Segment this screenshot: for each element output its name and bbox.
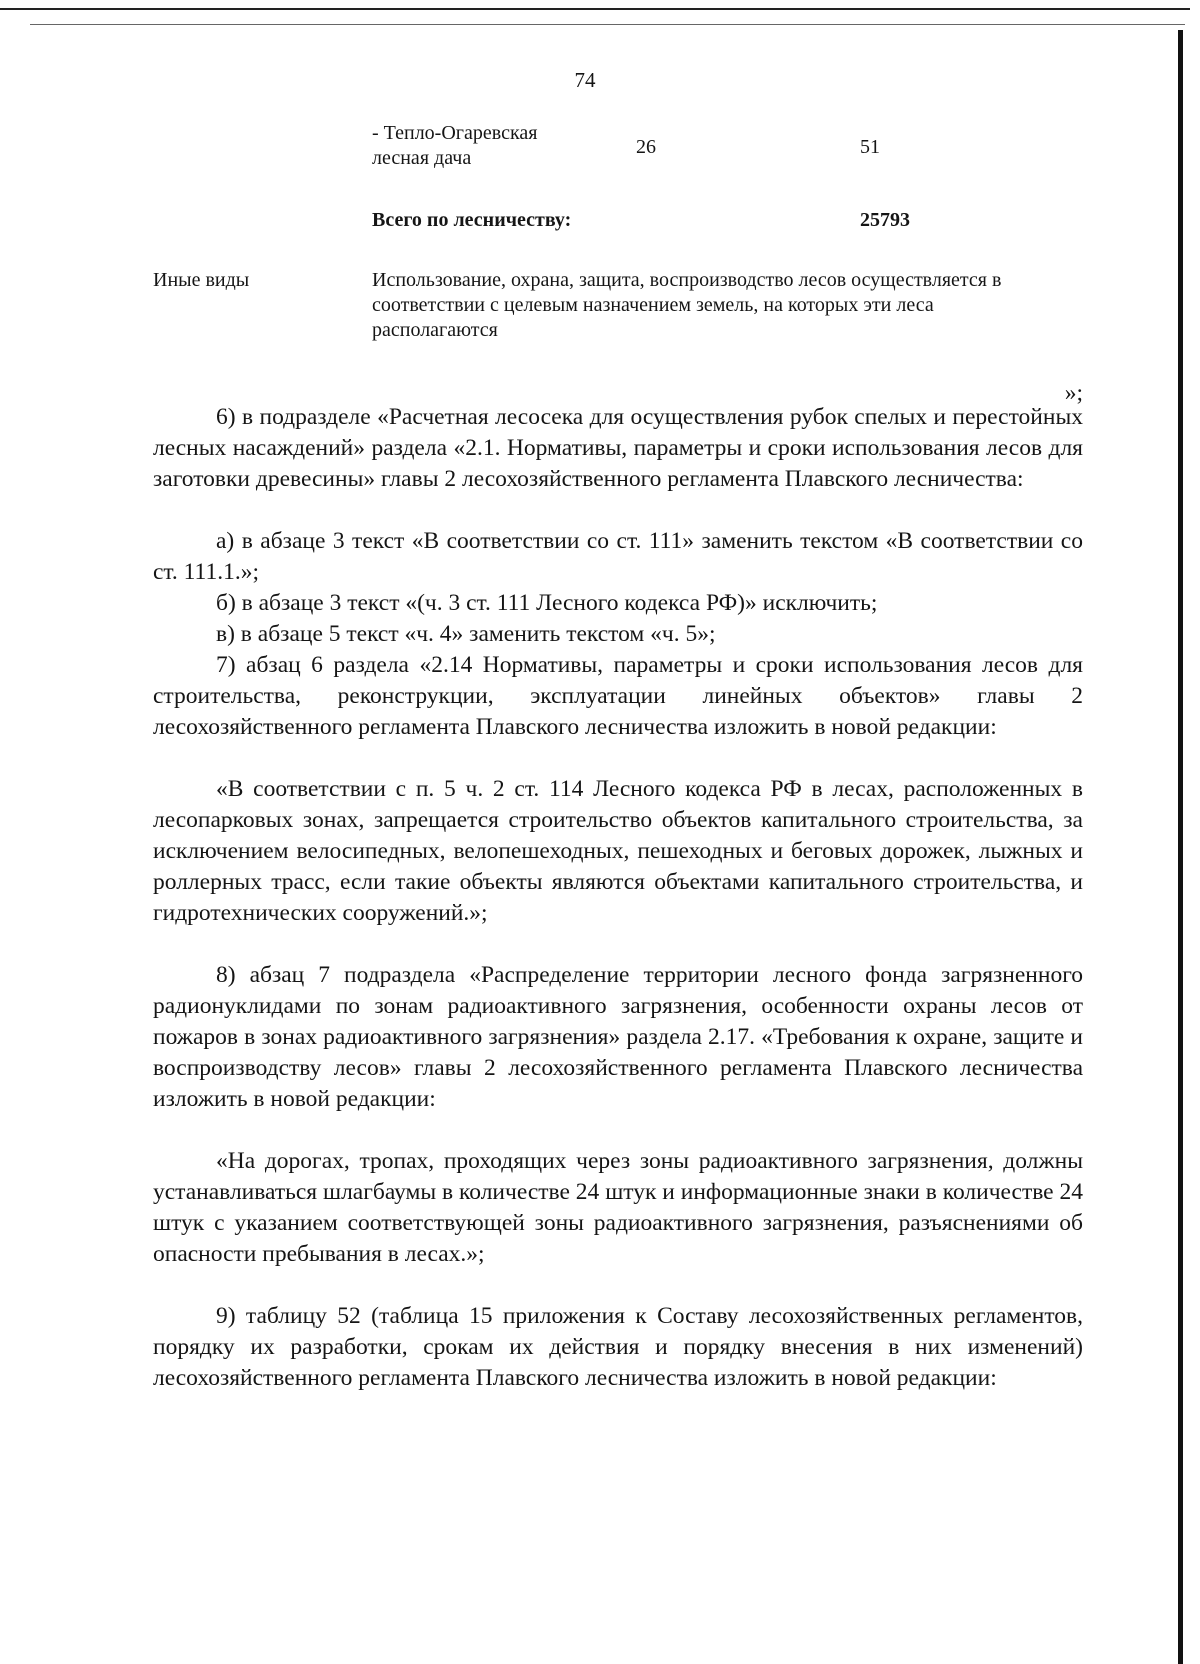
paragraph-6b: б) в абзаце 3 текст «(ч. 3 ст. 111 Лесного кодекса РФ)» исключить; <box>216 590 878 616</box>
table-total-label: Всего по лесничеству: <box>372 209 572 231</box>
table-row-col2: 51 <box>860 136 880 158</box>
scan-edge-line <box>30 24 1185 25</box>
paragraph-6a: а) в абзаце 3 текст «В соответствии со ст. 111» заменить текстом «В соответствии со ст. 111.1.»; <box>153 528 1083 585</box>
paragraph-7-quote: «В соответствии с п. 5 ч. 2 ст. 114 Лесного кодекса РФ в лесах, расположенных в лесопарковых зонах, запрещается строительство объектов капитального строительства, за исключением велосипедных, велопешеходных, пешеходных и беговых дорожек, лыжных и роллерных трасс, если такие объекты являются объектами капитального строительства, и гидротехнических сооружений.»; <box>153 776 1083 926</box>
paragraph-6c: в) в абзаце 5 текст «ч. 4» заменить текстом «ч. 5»; <box>216 621 716 647</box>
paragraph-9: 9) таблицу 52 (таблица 15 приложения к Составу лесохозяйственных регламентов, порядку их разработки, срокам их действия и порядку внесения в них изменений) лесохозяйственного регламента Плавского лесничества изложить в новой редакции: <box>153 1303 1083 1391</box>
paragraph-6: 6) в подразделе «Расчетная лесосека для осуществления рубок спелых и перестойных лесных насаждений» раздела «2.1. Нормативы, параметры и сроки использования лесов для заготовки древесины» главы 2 лесохозяйственного регламента Плавского лесничества: <box>153 404 1083 492</box>
paragraph-7: 7) абзац 6 раздела «2.14 Нормативы, параметры и сроки использования лесов для строительства, реконструкции, эксплуатации линейных объектов» главы 2 лесохозяйственного регламента Плавского лесничества изложить в новой редакции: <box>153 652 1083 740</box>
table-row-col1: 26 <box>636 136 656 158</box>
table-row-name: - Тепло-Огаревская лесная дача <box>372 122 538 169</box>
paragraph-8-quote: «На дорогах, тропах, проходящих через зоны радиоактивного загрязнения, должны устанавливаться шлагбаумы в количестве 24 штук и информационные знаки в количестве 24 штук с указанием соответствующей зоны радиоактивного загрязнения, разъяснениями об опасности пребывания в лесах.»; <box>153 1148 1083 1267</box>
page-number: 74 <box>574 68 596 92</box>
table-total-value: 25793 <box>860 209 910 231</box>
table-other-text: Использование, охрана, защита, воспроизводство лесов осуществляется в соответствии с целевым назначением земель, на которых эти леса располагаются <box>372 269 1002 341</box>
scan-edge-top <box>0 8 1190 10</box>
paragraph-8: 8) абзац 7 подраздела «Распределение территории лесного фонда загрязненного радионуклидами по зонам радиоактивного загрязнения, особенности охраны лесов от пожаров в зонах радиоактивного загрязнения» раздела 2.17. «Требования к охране, защите и воспроизводству лесов» главы 2 лесохозяйственного регламента Плавского лесничества изложить в новой редакции: <box>153 962 1083 1112</box>
table-other-label: Иные виды <box>153 269 250 291</box>
closing-quote: »; <box>1064 380 1083 406</box>
scan-edge-right <box>1178 30 1183 1664</box>
